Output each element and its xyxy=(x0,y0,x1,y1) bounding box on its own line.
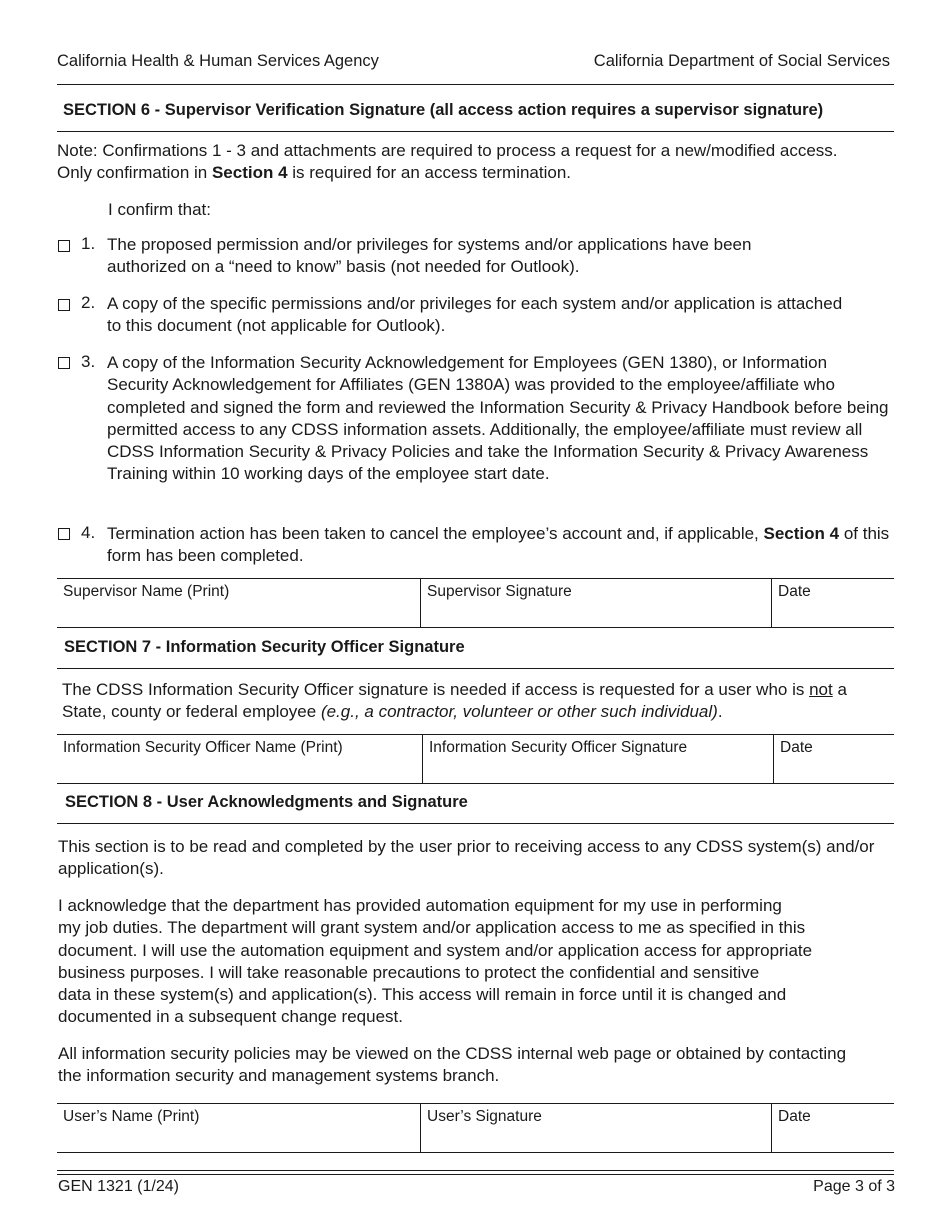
supervisor-signature-label: Supervisor Signature xyxy=(427,583,572,600)
footer-divider xyxy=(57,1170,894,1175)
form-id: GEN 1321 (1/24) xyxy=(58,1178,179,1195)
section7-text-middle: a State, county or federal employee xyxy=(62,680,847,722)
iso-name-label: Information Security Officer Name (Print) xyxy=(63,739,343,756)
supervisor-signature-field[interactable] xyxy=(420,579,771,627)
page-number: Page 3 of 3 xyxy=(813,1178,895,1195)
user-name-field[interactable] xyxy=(57,1104,420,1152)
section6-title: SECTION 6 - Supervisor Verification Signature (all access action requires a supervisor signature) xyxy=(63,101,824,119)
confirm-4-text-start: Termination action has been taken to cancel the employee’s account and, if applicable, xyxy=(107,524,764,543)
confirm-4-text-end: of this form has been completed. xyxy=(107,524,890,566)
section6-note-text: Note: Confirmations 1 - 3 and attachments are required to process a request for a new/modified access. Only confirmation in xyxy=(57,141,838,183)
confirm-2-checkbox[interactable] xyxy=(58,299,70,311)
ack-line: I acknowledge that the department has provided automation equipment for my use in performing xyxy=(58,896,782,915)
section7-title: SECTION 7 - Information Security Officer Signature xyxy=(64,638,465,656)
section7-text-end: . xyxy=(717,702,723,722)
confirm-4-number: 4. xyxy=(81,523,96,542)
ack-line: documented in a subsequent change request. xyxy=(58,1007,403,1027)
iso-signature-row xyxy=(57,734,894,784)
confirm-3-checkbox[interactable] xyxy=(58,357,70,369)
confirm-1-number: 1. xyxy=(81,234,96,253)
ack-line: document. I will use the automation equipment and system and/or application access for appropriate xyxy=(58,940,813,960)
ack-line: business purposes. I will take reasonable precautions to protect the confidential and sensitive xyxy=(58,962,760,982)
supervisor-date-label: Date xyxy=(778,583,811,600)
section7-text-start: The CDSS Information Security Officer signature is needed if access is requested for a user who is xyxy=(62,680,810,699)
section8-intro: This section is to be read and completed by the user prior to receiving access to any CDSS system(s) and/or application(s). xyxy=(58,837,875,879)
section7-text-underlined: not xyxy=(809,680,833,699)
iso-signature-label: Information Security Officer Signature xyxy=(429,739,688,756)
confirm-1-checkbox[interactable] xyxy=(58,240,70,252)
confirm-4-checkbox[interactable] xyxy=(58,528,70,540)
confirm-2-number: 2. xyxy=(81,293,96,312)
user-date-field[interactable] xyxy=(771,1104,894,1152)
iso-name-field[interactable] xyxy=(57,735,422,783)
user-signature-field[interactable] xyxy=(420,1104,771,1152)
supervisor-signature-row xyxy=(57,578,894,628)
section8-title: SECTION 8 - User Acknowledgments and Signature xyxy=(65,793,468,811)
section8-acknowledgment xyxy=(58,895,898,1029)
confirm-2-text: A copy of the specific permissions and/or privileges for each system and/or application is attached to this document (not applicable for Outlook). xyxy=(107,294,843,336)
iso-date-label: Date xyxy=(780,739,813,756)
section7-title-divider xyxy=(57,668,894,669)
confirm-intro: I confirm that: xyxy=(108,200,211,219)
iso-signature-field[interactable] xyxy=(422,735,773,783)
agency-name: California Health & Human Services Agency xyxy=(57,52,379,70)
supervisor-name-label: Supervisor Name (Print) xyxy=(63,583,230,600)
user-name-label: User’s Name (Print) xyxy=(63,1108,200,1125)
ack-line: data in these system(s) and application(s). This access will remain in force until it is changed and xyxy=(58,985,787,1005)
section6-title-divider xyxy=(57,131,894,132)
department-name: California Department of Social Services xyxy=(593,52,890,70)
confirm-1-text: The proposed permission and/or privileges for systems and/or applications have been authorized on a “need to know” basis (not needed for Outlook). xyxy=(107,235,752,277)
header-divider xyxy=(57,84,894,85)
supervisor-name-field[interactable] xyxy=(57,579,420,627)
ack-line: my job duties. The department will grant system and/or application access to me as specified in this xyxy=(58,918,806,938)
section6-note xyxy=(57,140,857,185)
user-signature-label: User’s Signature xyxy=(427,1108,542,1125)
confirm-3-text: A copy of the Information Security Acknowledgement for Employees (GEN 1380), or Information Security Acknowledgement for Affiliates (GEN 1380A) was provided to the employee/affiliate who completed and signed the form and reviewed the Information Security & Privacy Handbook before being permitted access to any CDSS information assets. Additionally, the employee/affiliate must review all CDSS Information Security & Privacy Policies and take the Information Security & Privacy Awareness Training within 10 working days of the employee start date. xyxy=(107,353,889,484)
section7-text-italic: (e.g., a contractor, volunteer or other such individual) xyxy=(320,702,718,722)
section7-text xyxy=(62,679,892,724)
supervisor-date-field[interactable] xyxy=(771,579,894,627)
section8-title-divider xyxy=(57,823,894,824)
section8-policies: All information security policies may be viewed on the CDSS internal web page or obtained by contacting the information security and management systems branch. xyxy=(58,1044,847,1086)
section6-note-end: is required for an access termination. xyxy=(287,163,572,183)
user-date-label: Date xyxy=(778,1108,811,1125)
confirm-3-number: 3. xyxy=(81,352,96,371)
iso-date-field[interactable] xyxy=(773,735,894,783)
confirm-4-text xyxy=(107,523,897,568)
section6-note-bold: Section 4 xyxy=(211,163,288,183)
user-signature-row xyxy=(57,1103,894,1153)
confirm-4-text-bold: Section 4 xyxy=(763,524,840,543)
